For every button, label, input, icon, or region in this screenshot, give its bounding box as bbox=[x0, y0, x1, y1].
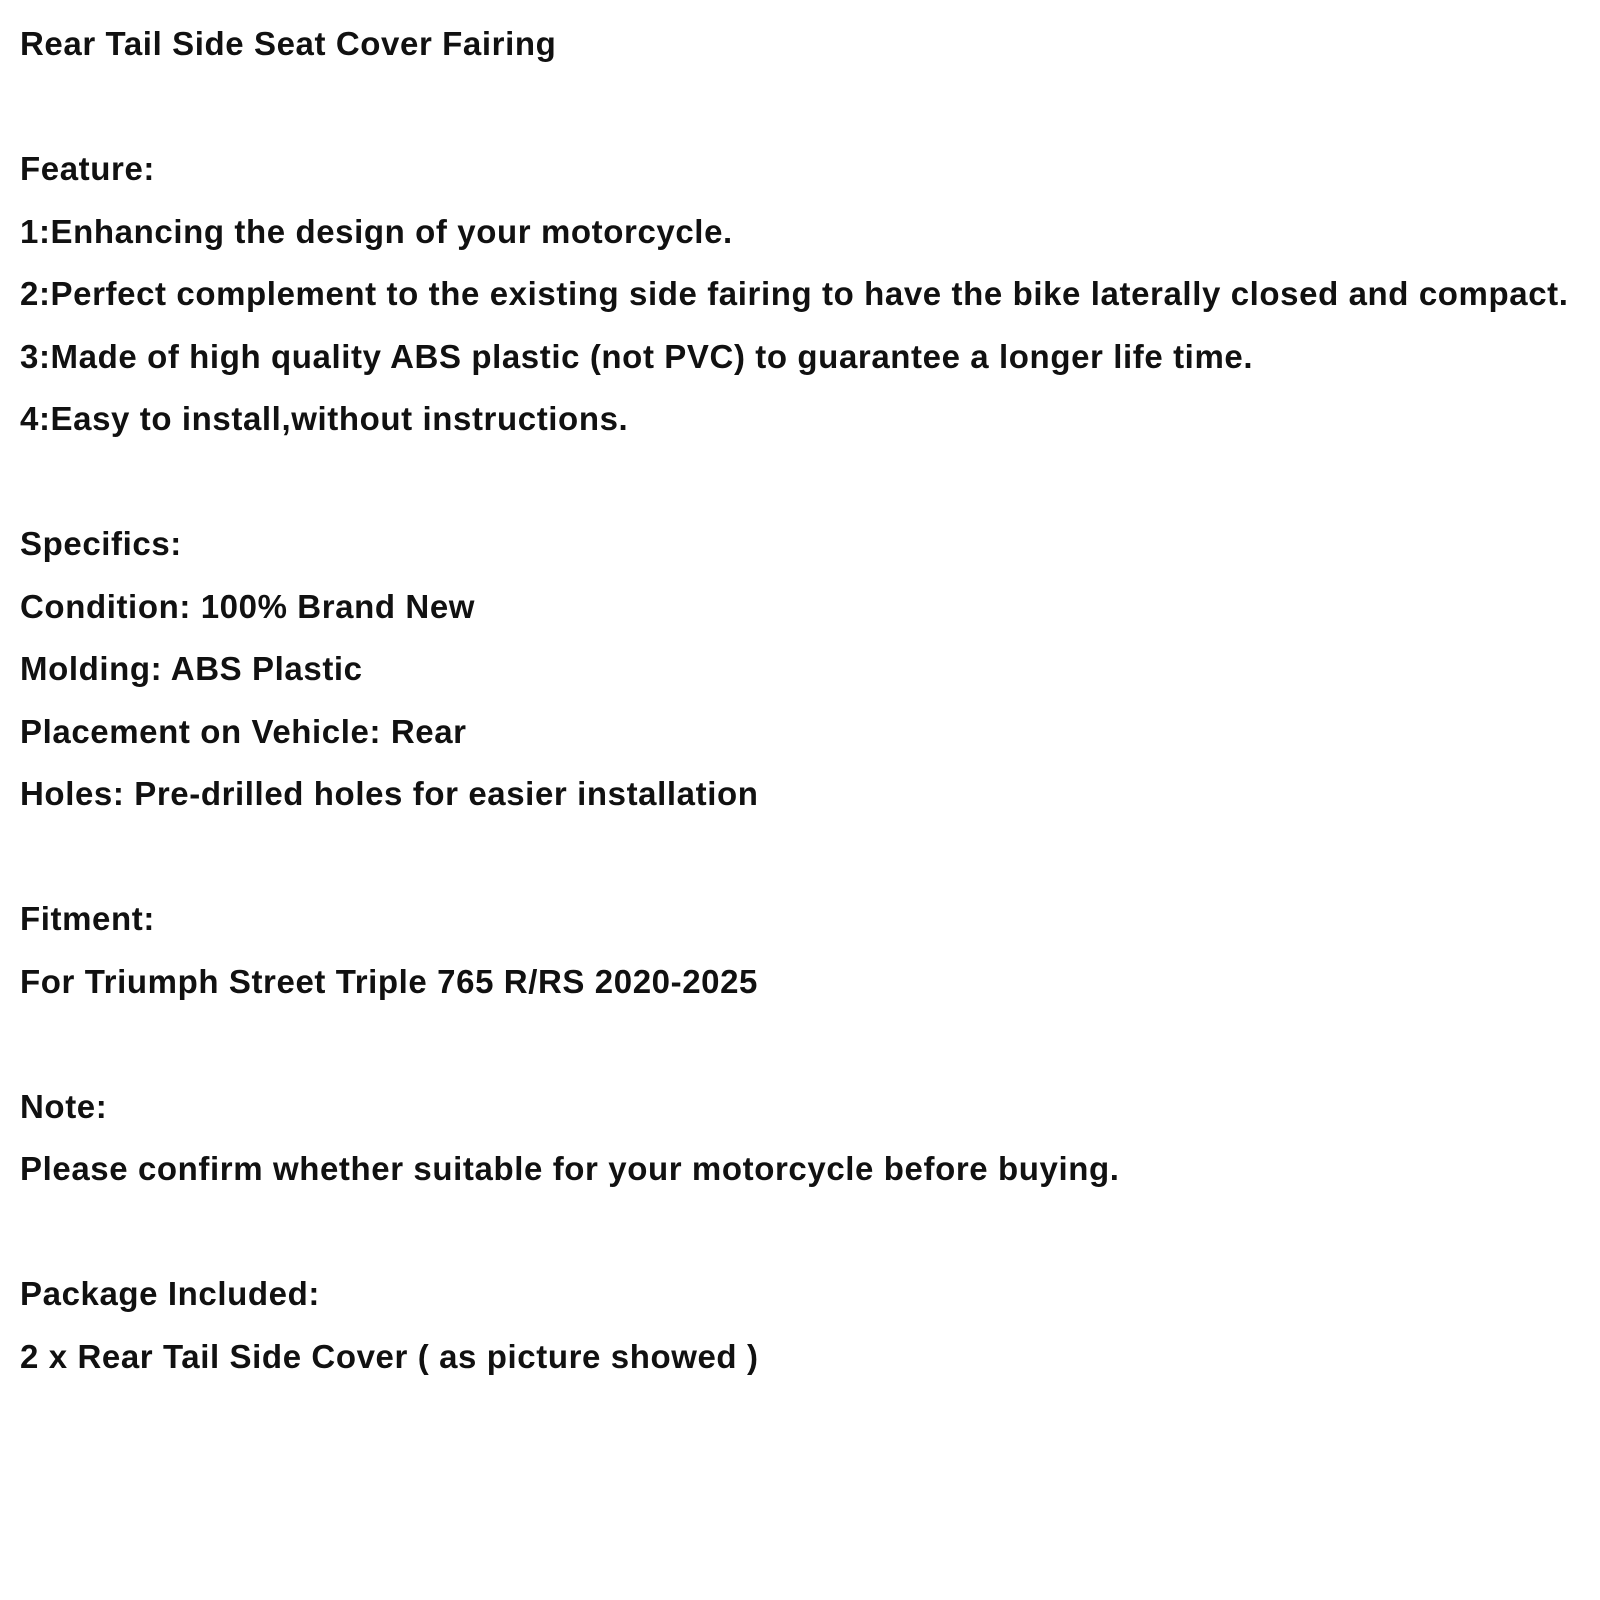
product-description bbox=[20, 13, 1580, 1388]
fitment-heading: Fitment: bbox=[20, 900, 155, 937]
feature-item: 4:Easy to install,without instructions. bbox=[20, 400, 629, 437]
spec-item: Condition: 100% Brand New bbox=[20, 587, 476, 625]
feature-section bbox=[20, 138, 1580, 451]
specifics-heading: Specifics: bbox=[20, 525, 182, 562]
note-section bbox=[20, 1076, 1580, 1201]
feature-item: 2:Perfect complement to the existing side fairing to have the bike laterally closed and compact. bbox=[20, 275, 1569, 312]
page-title: Rear Tail Side Seat Cover Fairing bbox=[20, 25, 557, 62]
spec-item: Placement on Vehicle: Rear bbox=[20, 712, 467, 750]
feature-item: 3:Made of high quality ABS plastic (not PVC) to guarantee a longer life time. bbox=[20, 337, 1254, 375]
package-text: 2 x Rear Tail Side Cover ( as picture showed ) bbox=[20, 1337, 759, 1375]
spacer bbox=[20, 451, 1580, 514]
specifics-section bbox=[20, 513, 1580, 826]
spec-item: Molding: ABS Plastic bbox=[20, 650, 363, 687]
fitment-text: For Triumph Street Triple 765 R/RS 2020-2025 bbox=[20, 962, 759, 1000]
package-heading: Package Included: bbox=[20, 1275, 320, 1312]
feature-item: 1:Enhancing the design of your motorcycle. bbox=[20, 212, 733, 250]
fitment-section bbox=[20, 888, 1580, 1013]
spacer bbox=[20, 826, 1580, 889]
spacer bbox=[20, 1201, 1580, 1264]
spec-item: Holes: Pre-drilled holes for easier installation bbox=[20, 775, 759, 812]
spacer bbox=[20, 76, 1580, 139]
package-section bbox=[20, 1263, 1580, 1388]
note-text: Please confirm whether suitable for your motorcycle before buying. bbox=[20, 1150, 1120, 1187]
feature-heading: Feature: bbox=[20, 150, 155, 187]
spacer bbox=[20, 1013, 1580, 1076]
note-heading: Note: bbox=[20, 1087, 108, 1125]
